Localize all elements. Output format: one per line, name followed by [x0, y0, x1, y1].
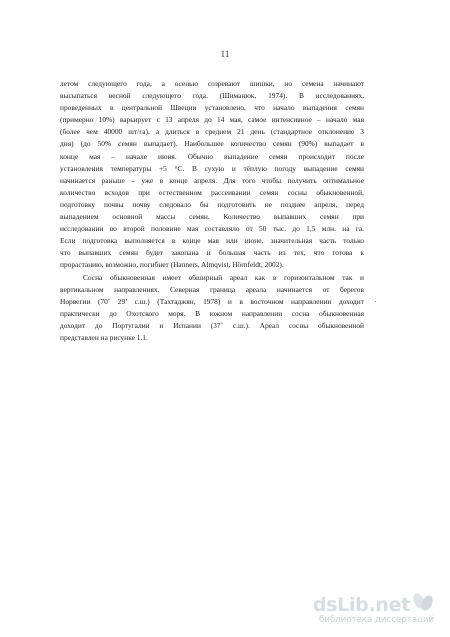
text-line: (примерно 10%) варьирует с 13 апреля до 14 мая, самое интенсивное – начало мая: [60, 115, 364, 125]
text-line: Если подготовка выполняется в конце мая или июне, значительная часть только: [60, 236, 364, 246]
body-text: [60, 78, 364, 344]
text-line: начинается раньше – уже в конце апреля. Для того чтобы получить оптимальное: [60, 175, 364, 185]
leaf-icon: [412, 592, 434, 617]
text-line: прорастанию, возможно, погибнет (Hanners, Almqvist, Hörnfeldt, 2002).: [60, 260, 284, 270]
text-line: конце мая – начале июня. Обычно выпадение семян происходит после: [60, 151, 364, 161]
text-line: летом следующего года, а осенью созревают шишки, но семена начинают: [60, 79, 364, 88]
text-line: проведенных в центральной Швеции установлено, что начало выпадения семян: [60, 103, 364, 113]
text-line: исследовании во второй половине мая составляло от 50 тыс. до 1,5 млн. на га.: [60, 224, 364, 234]
text-line: (более чем 40000 шт/га), а длиться в среднем 21 день (стандартное отклонение 3: [60, 127, 364, 137]
text-line: высыпаться весной следующего года. (Шиманюк, 1974). В исследованиях,: [60, 91, 364, 101]
text-line: выпадением основной массы семян. Количество выпавших семян при: [60, 212, 364, 222]
text-line: Норвегии (70˚ 29’ с.ш.) (Тахтаджян, 1978) и в восточном направлении доходит: [60, 296, 364, 306]
watermark: [312, 592, 434, 625]
text-line: установления температуры +5 °С. В сухую и тёплую погоду выпадение семян: [60, 163, 364, 173]
watermark-logo: dsLib.net: [312, 593, 410, 616]
text-line: дня) (до 50% семян выпадает). Наибольшее количество семян (90%) выпадает в: [60, 139, 364, 149]
text-line: подготовку почвы почву следовало бы подготовить не позднее апреля, перед: [60, 199, 364, 209]
scan-speck: [375, 301, 376, 302]
text-line: что выпавших семян будет закопана и большая часть из тех, что готова к: [60, 248, 364, 258]
text-line: практически до Охотского моря. В южном направлении сосна обыкновенная: [60, 308, 364, 318]
text-line: вертикальном направлениях. Северная граница ареала начинается от берегов: [60, 284, 364, 294]
text-line: Сосна обыкновенная имеет обширный ареал как в горизонтальном так и: [83, 272, 364, 282]
text-line: представлен на рисунке 1.1.: [60, 332, 148, 342]
text-line: доходит до Португалии и Испании (37˚ с.ш.). Ареал сосны обыкновенной: [60, 320, 364, 330]
watermark-tagline: библиотека диссертаций: [318, 615, 434, 625]
text-line: количество всходов при естественном рассеивании семян сосны обыкновенной,: [60, 187, 364, 197]
page-number: 11: [220, 49, 230, 59]
